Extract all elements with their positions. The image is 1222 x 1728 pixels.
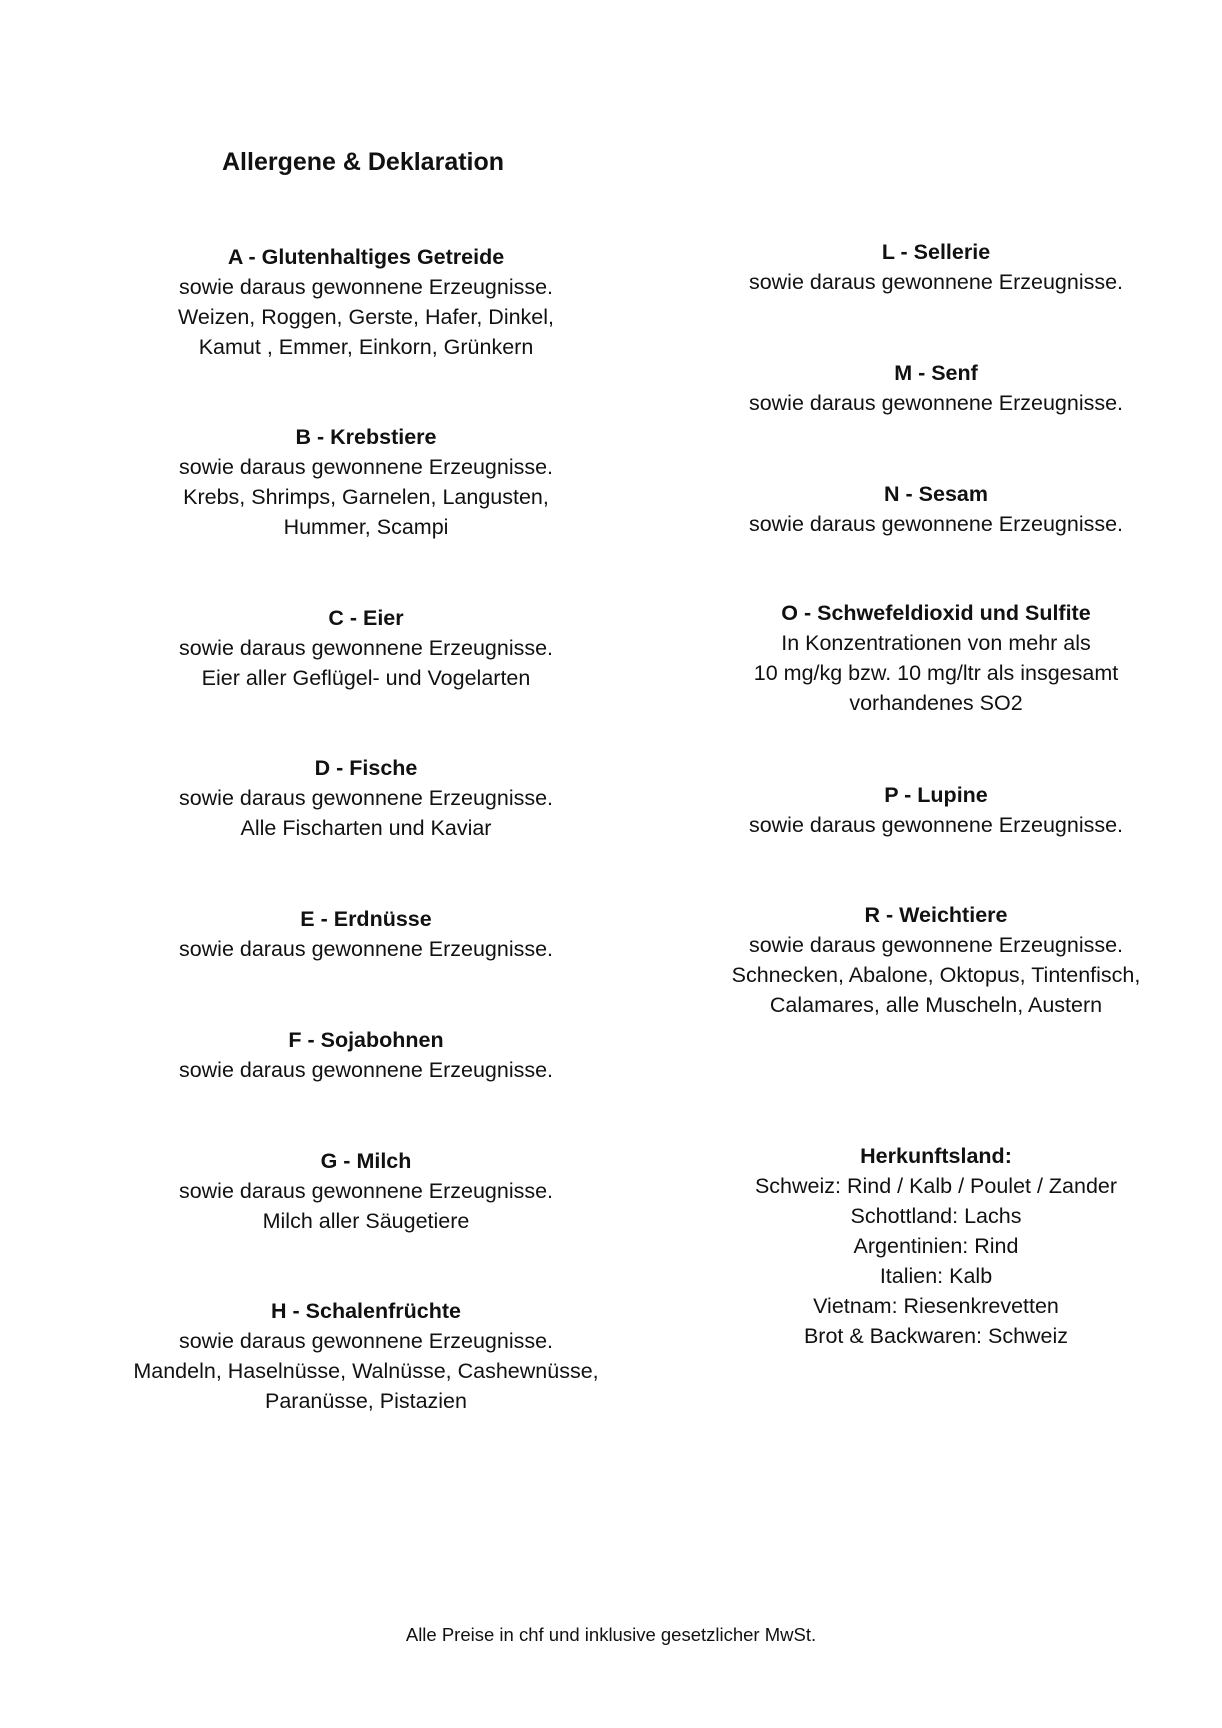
allergen-line: sowie daraus gewonnene Erzeugnisse. [178,1179,554,1203]
allergen-line: In Konzentrationen von mehr als [781,631,1091,655]
origin-line: Argentinien: Rind [853,1234,1019,1258]
allergen-line: Kamut , Emmer, Einkorn, Grünkern [198,335,534,359]
allergen-heading: M - Senf [894,361,978,385]
allergen-line: sowie daraus gewonnene Erzeugnisse. [748,391,1124,415]
origin-heading: Herkunftsland: [860,1144,1012,1168]
allergen-line: sowie daraus gewonnene Erzeugnisse. [178,455,554,479]
allergen-b [96,422,636,542]
allergen-heading: E - Erdnüsse [300,907,432,931]
allergen-h [96,1296,636,1416]
origin-section [666,1141,1206,1351]
allergen-line: Mandeln, Haselnüsse, Walnüsse, Cashewnüsse, [133,1359,599,1383]
origin-line: Vietnam: Riesenkrevetten [813,1294,1059,1318]
allergen-heading: A - Glutenhaltiges Getreide [227,245,505,269]
allergen-heading: H - Schalenfrüchte [271,1299,461,1323]
allergen-line: Hummer, Scampi [283,515,449,539]
allergen-line: sowie daraus gewonnene Erzeugnisse. [748,512,1124,536]
allergen-a [96,242,636,362]
allergen-line: Krebs, Shrimps, Garnelen, Langusten, [183,485,549,509]
allergen-line: Milch aller Säugetiere [262,1209,470,1233]
allergen-line: sowie daraus gewonnene Erzeugnisse. [748,270,1124,294]
allergen-heading: P - Lupine [884,783,988,807]
allergen-line: sowie daraus gewonnene Erzeugnisse. [178,1058,554,1082]
allergen-m [666,358,1206,418]
allergen-o [666,598,1206,718]
allergen-heading: B - Krebstiere [295,425,437,449]
origin-line: Brot & Backwaren: Schweiz [803,1324,1069,1348]
allergen-n [666,479,1206,539]
allergen-e [96,904,636,964]
allergen-line: vorhandenes SO2 [849,691,1023,715]
origin-line: Schottland: Lachs [850,1204,1022,1228]
allergen-d [96,753,636,843]
allergen-line: sowie daraus gewonnene Erzeugnisse. [748,933,1124,957]
allergen-line: Alle Fischarten und Kaviar [240,816,492,840]
allergen-p [666,780,1206,840]
allergen-line: Calamares, alle Muscheln, Austern [769,993,1103,1017]
allergen-l [666,237,1206,297]
allergen-heading: O - Schwefeldioxid und Sulfite [781,601,1091,625]
allergen-heading: N - Sesam [884,482,988,506]
allergen-line: Eier aller Geflügel- und Vogelarten [201,666,531,690]
allergen-heading: G - Milch [320,1149,412,1173]
allergen-heading: C - Eier [328,606,404,630]
allergen-line: sowie daraus gewonnene Erzeugnisse. [748,813,1124,837]
allergen-line: 10 mg/kg bzw. 10 mg/ltr als insgesamt [753,661,1119,685]
page-title: Allergene & Deklaration [222,148,505,176]
allergen-line: sowie daraus gewonnene Erzeugnisse. [178,1329,554,1353]
footer-note: Alle Preise in chf und inklusive gesetzlicher MwSt. [405,1624,817,1645]
allergen-line: sowie daraus gewonnene Erzeugnisse. [178,937,554,961]
allergen-g [96,1146,636,1236]
allergen-heading: F - Sojabohnen [288,1028,444,1052]
allergen-line: Weizen, Roggen, Gerste, Hafer, Dinkel, [177,305,555,329]
allergen-heading: R - Weichtiere [864,903,1008,927]
allergen-r [666,900,1206,1020]
origin-line: Schweiz: Rind / Kalb / Poulet / Zander [754,1174,1118,1198]
origin-line: Italien: Kalb [879,1264,993,1288]
allergen-c [96,603,636,693]
allergen-line: Schnecken, Abalone, Oktopus, Tintenfisch, [731,963,1141,987]
allergen-line: sowie daraus gewonnene Erzeugnisse. [178,275,554,299]
allergen-f [96,1025,636,1085]
allergen-line: sowie daraus gewonnene Erzeugnisse. [178,636,554,660]
allergen-line: Paranüsse, Pistazien [265,1389,467,1413]
allergen-line: sowie daraus gewonnene Erzeugnisse. [178,786,554,810]
allergen-heading: L - Sellerie [881,240,991,264]
allergen-heading: D - Fische [314,756,418,780]
